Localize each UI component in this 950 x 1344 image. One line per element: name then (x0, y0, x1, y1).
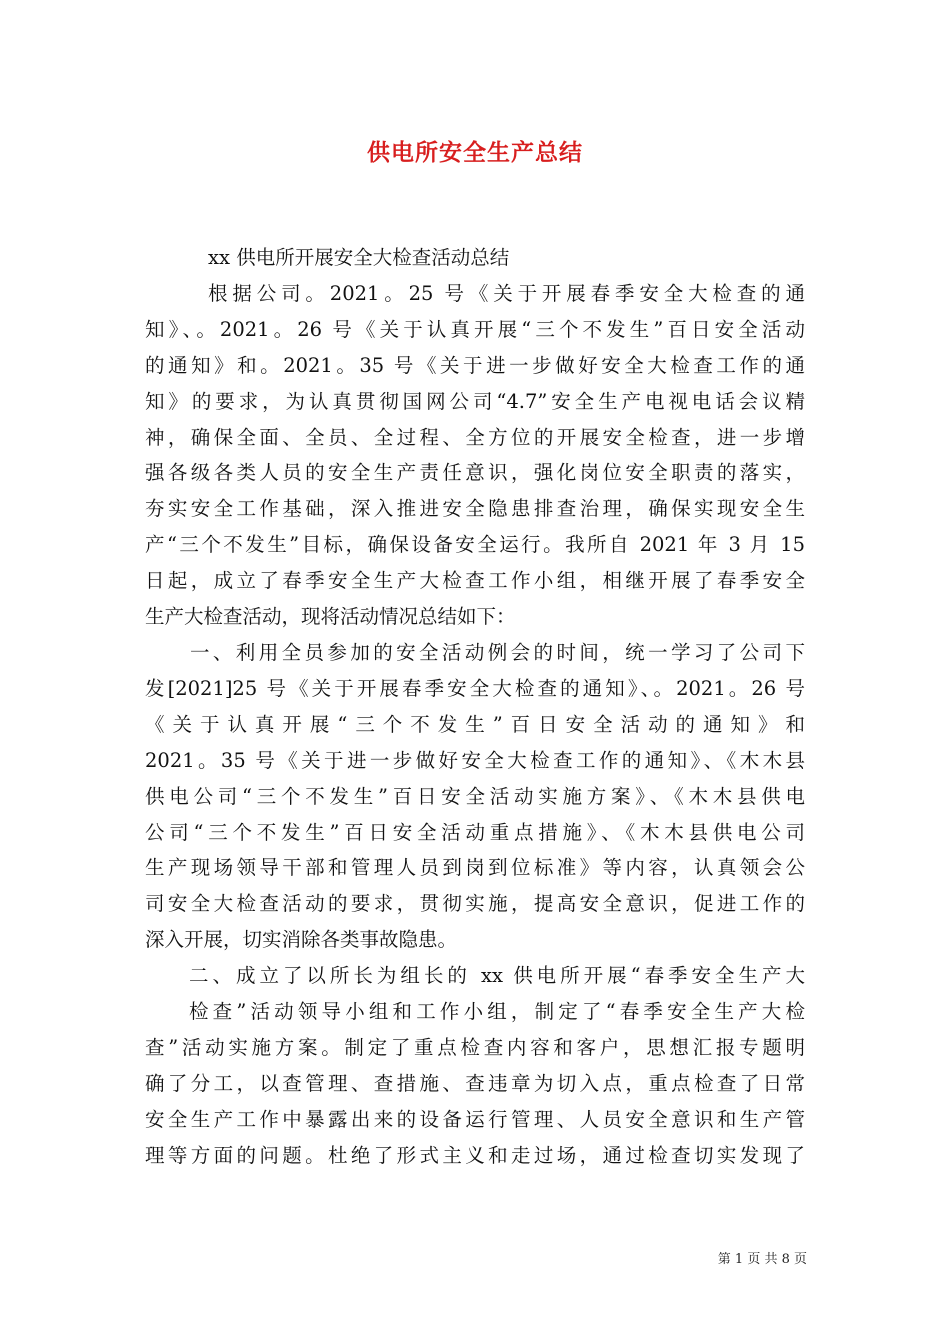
document-body (145, 240, 805, 1174)
paragraph-line: 供电公司“三个不发生”百日安全活动实施方案》、《木木县供电 (145, 784, 805, 808)
paragraph-line: 强各级各类人员的安全生产责任意识，强化岗位安全职责的落实， (145, 461, 805, 485)
section-heading: xx 供电所开展安全大检查活动总结 (208, 246, 510, 269)
paragraph-line: 一、利用全员参加的安全活动例会的时间，统一学习了公司下 (190, 640, 805, 664)
paragraph-line: 产“三个不发生”目标，确保设备安全运行。我所自 2021 年 3 月 15 (145, 533, 805, 557)
paragraph-line: 公司“三个不发生”百日安全活动重点措施》、《木木县供电公司 (145, 820, 805, 844)
paragraph-line: 确了分工，以查管理、查措施、查违章为切入点，重点检查了日常 (145, 1071, 805, 1095)
paragraph-line: 司安全大检查活动的要求，贯彻实施，提高安全意识，促进工作的 (145, 892, 805, 916)
document-title: 供电所安全生产总结 (367, 140, 583, 166)
paragraph-line: 神，确保全面、全员、全过程、全方位的开展安全检查，进一步增 (145, 425, 805, 449)
paragraph-line: 查”活动实施方案。制定了重点检查内容和客户，思想汇报专题明 (145, 1035, 805, 1059)
paragraph-line: 根据公司。2021。25 号《关于开展春季安全大检查的通 (208, 281, 805, 305)
paragraph-line: 2021。35 号《关于进一步做好安全大检查工作的通知》、《木木县 (145, 748, 805, 772)
paragraph-line: 深入开展，切实消除各类事故隐患。 (145, 928, 458, 952)
paragraph-line: 的通知》和。2021。35 号《关于进一步做好安全大检查工作的通 (145, 353, 805, 377)
paragraph-line: 安全生产工作中暴露出来的设备运行管理、人员安全意识和生产管 (145, 1107, 805, 1131)
paragraph-line: 理等方面的问题。杜绝了形式主义和走过场，通过检查切实发现了 (145, 1143, 805, 1167)
paragraph-line: 发[2021]25 号《关于开展春季安全大检查的通知》、。2021。26 号 (145, 676, 805, 700)
paragraph-line: 《关于认真开展“三个不发生”百日安全活动的通知》和 (145, 712, 805, 736)
paragraph-line: 生产大检查活动，现将活动情况总结如下： (145, 605, 516, 629)
paragraph-line: 日起，成立了春季安全生产大检查工作小组，相继开展了春季安全 (145, 569, 805, 593)
paragraph-line: 检查”活动领导小组和工作小组，制定了“春季安全生产大检 (189, 1000, 805, 1024)
page-number: 第 1 页 共 8 页 (717, 1252, 807, 1267)
paragraph-line: 生产现场领导干部和管理人员到岗到位标准》等内容，认真领会公 (145, 856, 805, 880)
paragraph-line: 夯实安全工作基础，深入推进安全隐患排查治理，确保实现安全生 (145, 497, 805, 521)
paragraph-line: 知》、。2021。26 号《关于认真开展“三个不发生”百日安全活动 (145, 317, 805, 341)
paragraph-line: 二、成立了以所长为组长的 xx 供电所开展“春季安全生产大 (189, 964, 805, 988)
paragraph-line: 知》的要求，为认真贯彻国网公司“4.7”安全生产电视电话会议精 (145, 389, 805, 413)
